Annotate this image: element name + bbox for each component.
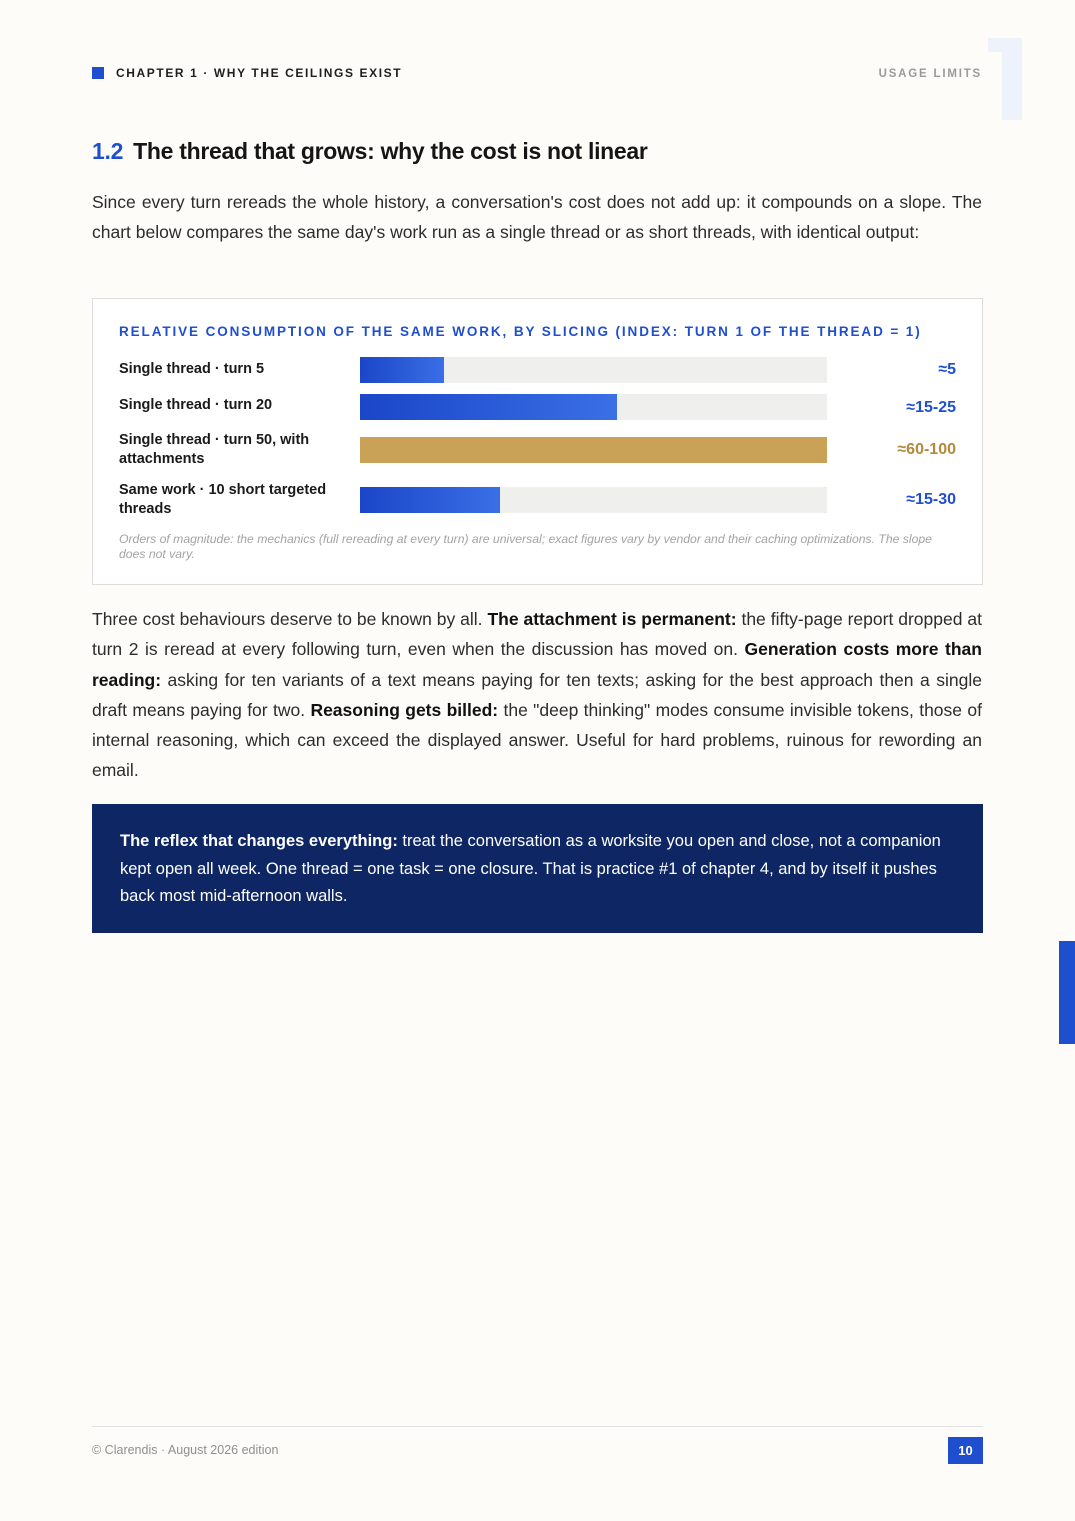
bar-track — [360, 487, 827, 513]
chapter-numeral-graphic — [984, 38, 1022, 120]
chart-title: RELATIVE CONSUMPTION OF THE SAME WORK, BY SLICING (INDEX: TURN 1 OF THE THREAD = 1) — [119, 324, 922, 339]
body-bold-text: Generation costs more than reading: — [92, 639, 982, 690]
bar — [360, 487, 500, 513]
callout-box — [92, 804, 983, 933]
row-label: Single thread · turn 50, with attachments — [119, 432, 310, 467]
bar — [360, 394, 617, 420]
chapter-label: CHAPTER 1 · WHY THE CEILINGS EXIST — [116, 66, 403, 80]
body-text: asking for ten variants of a text means paying for ten texts; asking for the best approach then a single draft means paying for two. — [92, 669, 982, 720]
footer-copyright: © Clarendis · August 2026 edition — [92, 1443, 279, 1457]
section-title-text: The thread that grows: why the cost is not linear — [133, 138, 648, 164]
body-text: the fifty-page report dropped at turn 2 is reread at every following turn, even when the discussion has moved on. — [92, 609, 982, 660]
bar-value-label: ≈15-30 — [906, 491, 956, 508]
row-label: Same work · 10 short targeted threads — [119, 482, 327, 517]
bar-track — [360, 357, 827, 383]
chapter-header — [92, 66, 402, 80]
chart-note: Orders of magnitude: the mechanics (full rereading at every turn) are universal; exact figures vary by vendor and their caching optimizations. The slope does not vary. — [119, 532, 932, 561]
bar-value-label: ≈5 — [938, 361, 956, 378]
body-text: the "deep thinking" modes consume invisible tokens, those of internal reasoning, which can exceed the displayed answer. Useful for hard problems, ruinous for rewording an email. — [92, 699, 982, 781]
bar — [360, 437, 827, 463]
chapter-square-icon — [92, 67, 104, 79]
bar-track — [360, 437, 827, 463]
footer-divider — [92, 1426, 983, 1427]
body-bold-text: Reasoning gets billed: — [310, 699, 499, 720]
row-label: Single thread · turn 20 — [119, 397, 273, 413]
callout-text: treat the conversation as a worksite you open and close, not a companion kept open all week. One thread = one task = one closure. That is practice #1 of chapter 4, and by itself it pushes back most mid-afternoon walls. — [120, 832, 941, 905]
body-bold-text: The attachment is permanent: — [487, 609, 737, 629]
row-label: Single thread · turn 5 — [119, 361, 265, 377]
callout-lead: The reflex that changes everything: — [120, 832, 398, 850]
bar-value-label: ≈60-100 — [897, 441, 956, 458]
consumption-chart — [92, 298, 983, 585]
bar-value-label: ≈15-25 — [906, 399, 956, 416]
body-paragraph — [92, 604, 982, 786]
bar-track — [360, 394, 827, 420]
section-number: 1.2 — [92, 138, 124, 164]
bar — [360, 357, 444, 383]
chapter-side-tab — [1059, 941, 1075, 1044]
page-number: 10 — [948, 1437, 983, 1464]
body-text: Three cost behaviours deserve to be known by all. — [92, 609, 488, 629]
section-title — [92, 138, 648, 165]
intro-paragraph: Since every turn rereads the whole history, a conversation's cost does not add up: it compounds on a slope. The chart below compares the same day's work run as a single thread or as short threads, with identical output: — [92, 192, 982, 243]
running-title: USAGE LIMITS — [878, 68, 982, 80]
